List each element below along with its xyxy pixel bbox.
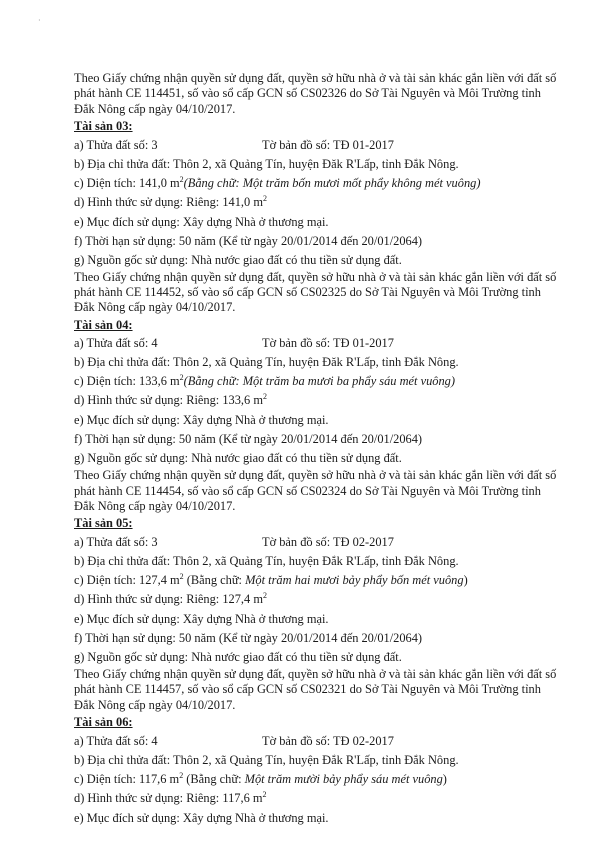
asset-block-06 [74,715,564,827]
asset-area [74,770,564,789]
area-words-open: (Bằng chữ: [183,572,246,587]
asset-area [74,174,564,193]
asset-purpose: e) Mục đích sử dụng: Xây dựng Nhà ở thương mại. [74,810,329,825]
asset-block-05 [74,516,564,713]
asset-term: f) Thời hạn sử dụng: 50 năm (Kể từ ngày 20/01/2014 đến 20/01/2064) [74,233,423,248]
asset-origin: g) Nguồn gốc sử dụng: Nhà nước giao đất có thu tiền sử dụng đất. [74,451,402,466]
map-number: Tờ bản đồ số: TĐ 01-2017 [262,336,394,351]
asset-title: Tài sản 03: [74,119,133,134]
asset-certificate-paragraph: Theo Giấy chứng nhận quyền sử dụng đất, quyền sở hữu nhà ở và tài sản khác gắn liền với đất số phát hành CE 114452, số vào sổ cấp GCN số CS02325 do Sở Tài Nguyên và Môi Trường tỉnh Đắk Nông cấp ngày 04/10/2017. [74,269,557,315]
lot-number: a) Thửa đất số: 3 [74,534,158,549]
asset-purpose: e) Mục đích sử dụng: Xây dựng Nhà ở thương mại. [74,611,329,626]
area-unit-sup: 2 [179,373,184,383]
usage-form-unit-sup: 2 [262,590,267,600]
map-number: Tờ bản đồ số: TĐ 02-2017 [262,534,394,549]
asset-title: Tài sản 04: [74,317,133,332]
asset-block-03 [74,119,564,316]
asset-address: b) Địa chỉ thửa đất: Thôn 2, xã Quảng Tín, huyện Đắk R'Lấp, tỉnh Đắk Nông. [74,553,459,568]
map-number: Tờ bản đồ số: TĐ 01-2017 [262,137,394,152]
asset-area [74,571,564,590]
usage-form-value: d) Hình thức sử dụng: Riêng: 127,4 m [74,591,263,606]
usage-form-value: d) Hình thức sử dụng: Riêng: 117,6 m [74,790,263,805]
document-body [74,71,564,829]
asset-usage-form [74,789,564,808]
scan-mark: · [38,16,41,25]
usage-form-unit-sup: 2 [262,789,267,799]
asset-title: Tài sản 05: [74,516,133,531]
usage-form-value: d) Hình thức sử dụng: Riêng: 133,6 m [74,393,263,408]
lot-number: a) Thửa đất số: 4 [74,336,158,351]
area-in-words: Một trăm hai mươi bảy phẩy bốn mét vuông [245,572,464,587]
asset-usage-form [74,193,564,212]
map-number: Tờ bản đồ số: TĐ 02-2017 [262,733,394,748]
area-unit-sup: 2 [179,770,184,780]
area-value: c) Diện tích: 141,0 m [74,175,180,190]
asset-certificate-paragraph: Theo Giấy chứng nhận quyền sử dụng đất, quyền sở hữu nhà ở và tài sản khác gắn liền với đất số phát hành CE 114454, số vào sổ cấp GCN số CS02324 do Sở Tài Nguyên và Môi Trường tỉnh Đắk Nông cấp ngày 04/10/2017. [74,468,557,514]
asset-title: Tài sản 06: [74,715,133,730]
asset-origin: g) Nguồn gốc sử dụng: Nhà nước giao đất có thu tiền sử dụng đất. [74,252,402,267]
usage-form-unit-sup: 2 [262,392,267,402]
asset-block-04 [74,318,564,515]
asset-address: b) Địa chỉ thửa đất: Thôn 2, xã Quảng Tín, huyện Đăk R'Lấp, tỉnh Đắk Nông. [74,156,459,171]
area-in-words: (Bằng chữ: Một trăm bốn mươi mốt phẩy không mét vuông) [183,175,481,190]
lot-number: a) Thửa đất số: 4 [74,733,158,748]
asset-address: b) Địa chỉ thửa đất: Thôn 2, xã Quảng Tín, huyện Đăk R'Lấp, tỉnh Đắk Nông. [74,355,459,370]
area-value: c) Diện tích: 117,6 m [74,771,180,786]
asset-lot-line [74,533,564,552]
area-value: c) Diện tích: 133,6 m [74,374,180,389]
asset-usage-form [74,391,564,410]
area-value: c) Diện tích: 127,4 m [74,572,180,587]
area-words-close: ) [463,572,468,587]
lot-number: a) Thửa đất số: 3 [74,137,158,152]
area-unit-sup: 2 [179,571,184,581]
usage-form-unit-sup: 2 [262,193,267,203]
asset-purpose: e) Mục đích sử dụng: Xây dựng Nhà ở thương mại. [74,413,329,428]
asset-origin: g) Nguồn gốc sử dụng: Nhà nước giao đất có thu tiền sử dụng đất. [74,649,402,664]
intro-certificate-paragraph: Theo Giấy chứng nhận quyền sử dụng đất, quyền sở hữu nhà ở và tài sản khác gắn liền với đất số phát hành CE 114451, số vào sổ cấp GCN số CS02326 do Sở Tài Nguyên và Môi Trường tỉnh Đắk Nông cấp ngày 04/10/2017. [74,71,557,116]
asset-address: b) Địa chỉ thửa đất: Thôn 2, xã Quảng Tín, huyện Đắk R'Lấp, tỉnh Đắk Nông. [74,752,459,767]
asset-area [74,372,564,391]
asset-lot-line [74,732,564,751]
asset-lot-line [74,334,564,353]
usage-form-value: d) Hình thức sử dụng: Riêng: 141,0 m [74,194,263,209]
area-words-close: ) [442,771,447,786]
asset-usage-form [74,590,564,609]
asset-term: f) Thời hạn sử dụng: 50 năm (Kể từ ngày 20/01/2014 đến 20/01/2064) [74,630,423,645]
area-unit-sup: 2 [179,174,184,184]
area-in-words: (Bằng chữ: Một trăm ba mươi ba phẩy sáu mét vuông) [183,374,455,389]
asset-certificate-paragraph: Theo Giấy chứng nhận quyền sử dụng đất, quyền sở hữu nhà ở và tài sản khác gắn liền với đất số phát hành CE 114457, số vào sổ cấp GCN số CS02321 do Sở Tài Nguyên và Môi Trường tỉnh Đắk Nông cấp ngày 04/10/2017. [74,666,557,712]
asset-lot-line [74,136,564,155]
area-in-words: Một trăm mười bảy phẩy sáu mét vuông [244,771,443,786]
area-words-open: (Bằng chữ: [183,771,245,786]
asset-purpose: e) Mục đích sử dụng: Xây dựng Nhà ở thương mại. [74,214,329,229]
asset-term: f) Thời hạn sử dụng: 50 năm (Kể từ ngày 20/01/2014 đến 20/01/2064) [74,432,423,447]
